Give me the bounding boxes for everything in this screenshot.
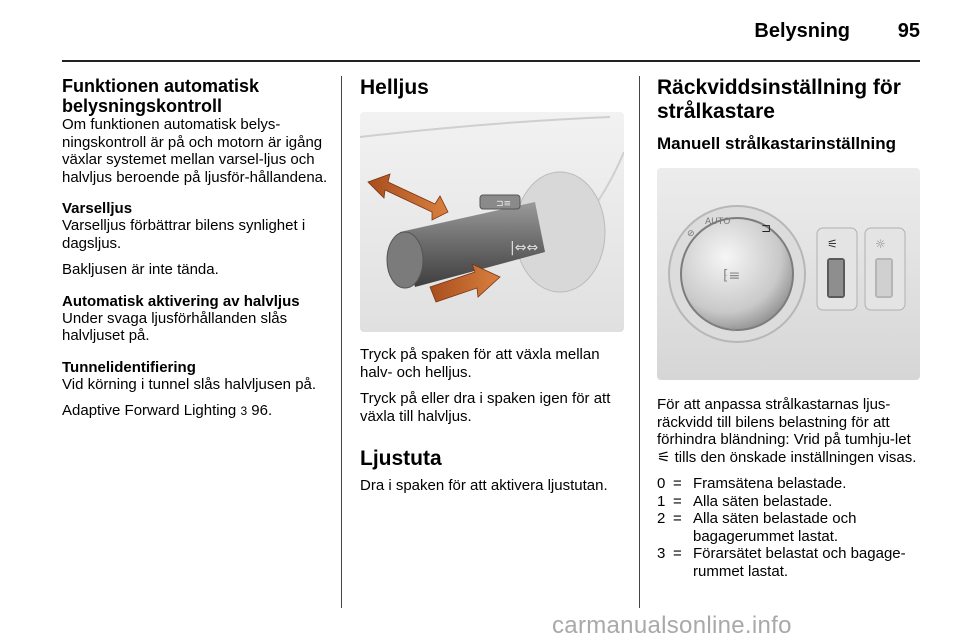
cross-reference[interactable]: [62, 402, 328, 421]
light-symbol-icon: ⊐≡: [496, 199, 512, 209]
list-key: 2: [657, 510, 666, 527]
column-divider-1: [341, 76, 342, 608]
switch-auto-label: AUTO: [705, 217, 731, 227]
paragraph-flash: Dra i spaken för att aktivera ljustutan.: [360, 477, 608, 494]
column-middle: [360, 76, 626, 495]
instruction-text: För att anpassa strålkastarnas ljus-räckvidd till bilens belastning för att förhindra bländning: Vrid på tumhju-let: [657, 396, 911, 448]
list-item: [657, 545, 920, 580]
paragraph-daylight: Varselljus förbättrar bilens synlighet i dagsljus.: [62, 217, 306, 252]
range-wheel-icon: ⚟: [827, 237, 838, 251]
list-text: Alla säten belastade.: [693, 492, 833, 510]
watermark-text: carmanualsonline.info: [552, 612, 792, 639]
reference-text: Adaptive Forward Lighting: [62, 402, 237, 419]
switch-illustration: [657, 168, 920, 380]
heading-line: strålkastare: [657, 100, 775, 123]
reference-arrow-icon: 3: [240, 404, 248, 418]
lowbeam-position-icon: ⊐: [761, 221, 772, 235]
stalk-illustration: [360, 112, 624, 332]
sidelight-position-icon: ☼: [729, 325, 738, 335]
light-switch-drawing: [657, 168, 920, 380]
section-heading-auto-light: [62, 76, 328, 116]
stalk-drawing: [360, 112, 624, 332]
page-number: 95: [897, 20, 920, 42]
paragraph-taillights: Bakljusen är inte tända.: [62, 261, 219, 278]
heading-line: belysningskontroll: [62, 96, 223, 116]
indicator-symbol-icon: |⇔⇔: [510, 240, 539, 256]
column-divider-2: [639, 76, 640, 608]
paragraph-highbeam-2: Tryck på eller dra i spaken igen för att växla till halvljus.: [360, 390, 611, 425]
column-right: [657, 76, 920, 580]
list-text: Framsätena belastade.: [693, 475, 847, 492]
column-left: [62, 76, 328, 421]
subheading-manual-range: Manuell strålkastarinställning: [657, 134, 897, 153]
heading-line: Funktionen automatisk: [62, 76, 260, 96]
paragraph-auto-lowbeam: Under svaga ljusförhållanden slås halvljuset på.: [62, 309, 288, 344]
heading-line: Räckviddsinställning för: [657, 76, 901, 99]
list-text: Alla säten belastade och bagagerummet lastat.: [693, 510, 857, 545]
instruction-text: tills den önskade inställningen visas.: [674, 448, 917, 466]
section-heading-flash: Ljustuta: [360, 447, 442, 470]
list-eq: =: [673, 545, 682, 562]
header-rule: [62, 60, 920, 62]
dimmer-wheel-icon: ☼: [875, 237, 886, 251]
section-heading-highbeam: Helljus: [360, 76, 429, 99]
list-item: [657, 475, 920, 493]
page-title: Belysning: [754, 20, 850, 42]
subheading-daylight: Varselljus: [62, 200, 133, 217]
subheading-auto-lowbeam: Automatisk aktivering av halvljus: [62, 292, 300, 310]
list-eq: =: [673, 475, 682, 492]
list-key: 3: [657, 545, 666, 562]
paragraph-auto-light: Om funktionen automatisk belys-ningskontroll är på och motorn är igång växlar systemet mellan varsel-ljus och halvljus beroende på ljusför-hållandena.: [62, 116, 328, 186]
list-item: [657, 493, 920, 511]
list-eq: =: [673, 492, 682, 510]
reference-page: 96.: [251, 402, 273, 419]
list-key: 0: [657, 475, 666, 492]
section-heading-range: [657, 76, 920, 124]
paragraph-range-instructions: [657, 396, 920, 466]
fog-light-icon: ⁅≡: [723, 268, 741, 284]
subheading-tunnel: Tunnelidentifiering: [62, 358, 196, 376]
range-wheel-inline-icon: ⚟: [657, 448, 671, 466]
list-text: Förarsätet belastat och bagage-rummet lastat.: [693, 545, 906, 580]
paragraph-tunnel: Vid körning i tunnel slås halvljusen på.: [62, 375, 317, 393]
list-item: [657, 510, 920, 545]
list-key: 1: [657, 492, 666, 510]
load-settings-list: [657, 475, 920, 580]
off-position-icon: ⊘: [687, 229, 695, 239]
paragraph-highbeam-1: Tryck på spaken för att växla mellan halv- och helljus.: [360, 346, 600, 381]
page-header: [62, 16, 920, 46]
list-eq: =: [673, 510, 682, 527]
